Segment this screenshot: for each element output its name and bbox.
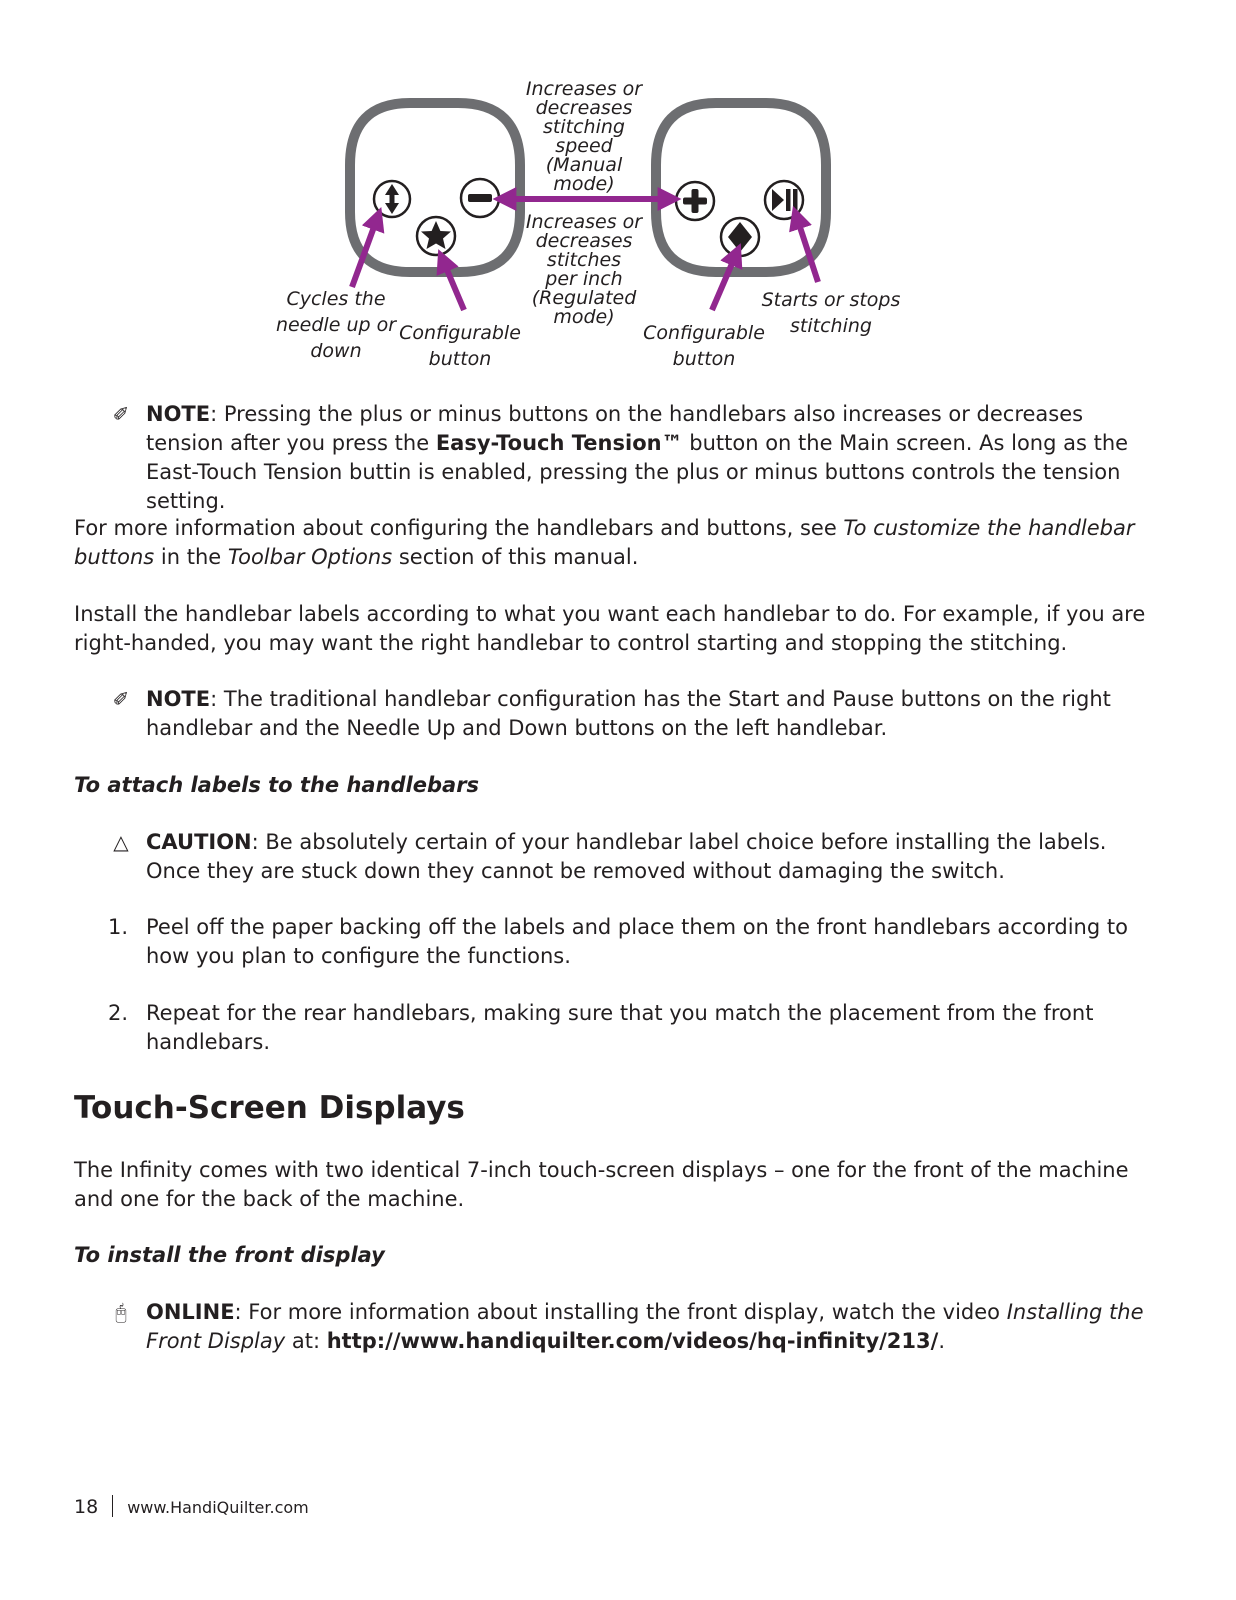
pencil-icon: ✐ [112, 687, 130, 711]
section-heading: Touch-Screen Displays [74, 1090, 465, 1126]
needle-up-down-icon [374, 181, 410, 217]
step-number: 2. [108, 1001, 129, 1025]
paragraph-displays: The Infinity comes with two identical 7-inch touch-screen displays – one for the front of the machine and one for the back of the machine. [74, 1158, 1129, 1211]
star-icon [417, 217, 455, 255]
note-tension: NOTE: Pressing the plus or minus buttons on the handlebars also increases or decreases tension after you press the Easy-Touch Tension™ button on the Main screen. As long as the East-Touch Tension buttin is enabled, pressing the plus or minus buttons controls the tension setting. [146, 402, 1129, 513]
online-video: ONLINE: For more information about installing the front display, watch the video Installing the Front Display at: http://www.handiquilter.com/videos/hq-infinity/213/. [146, 1300, 1144, 1353]
speed-caption: Increases or decreases stitching speed (Manual mode) [525, 78, 643, 195]
warning-triangle-icon: △ [113, 830, 129, 854]
subheading-attach-labels: To attach labels to the handlebars [74, 773, 480, 797]
plus-icon [676, 182, 714, 220]
start-caption: Starts or stops stitching [761, 289, 901, 337]
footer-divider [112, 1495, 113, 1517]
needle-caption: Cycles the needle up or down [275, 288, 397, 362]
paragraph-more-info: For more information about configuring the handlebars and buttons, see To customize the handlebar buttons in the Toolbar Options section of this manual. [74, 516, 1135, 569]
diamond-icon [721, 218, 759, 256]
minus-icon [461, 179, 499, 217]
step-item: Peel off the paper backing off the labels and place them on the front handlebars according to how you plan to configure the functions. [146, 915, 1128, 968]
config-left-caption: Configurable button [399, 322, 521, 370]
subheading-install-front: To install the front display [74, 1243, 385, 1267]
note-traditional: NOTE: The traditional handlebar configuration has the Start and Pause buttons on the right handlebar and the Needle Up and Down buttons on the left handlebar. [146, 687, 1111, 740]
page-footer [74, 1494, 309, 1521]
handlebar-diagram [0, 0, 1236, 390]
config-right-caption: Configurable button [643, 322, 765, 370]
footer-website[interactable]: www.HandiQuilter.com [127, 1498, 309, 1517]
video-link[interactable]: http://www.handiquilter.com/videos/hq-infinity/213/ [326, 1329, 939, 1353]
paragraph-install-labels: Install the handlebar labels according to what you want each handlebar to do. For example, if you are right-handed, you may want the right handlebar to control starting and stopping the stitching. [74, 602, 1146, 655]
caution-labels: CAUTION: Be absolutely certain of your handlebar label choice before installing the labels. Once they are stuck down they cannot be removed without damaging the switch. [146, 830, 1107, 883]
stitch-caption: Increases or decreases stitches per inch (Regulated mode) [525, 211, 643, 328]
play-pause-icon [765, 181, 803, 219]
step-item: Repeat for the rear handlebars, making sure that you match the placement from the front handlebars. [146, 1001, 1094, 1054]
mouse-icon: 🖰 [115, 1300, 127, 1324]
step-number: 1. [108, 915, 129, 939]
pencil-icon: ✐ [112, 402, 130, 426]
page-number: 18 [74, 1496, 99, 1518]
